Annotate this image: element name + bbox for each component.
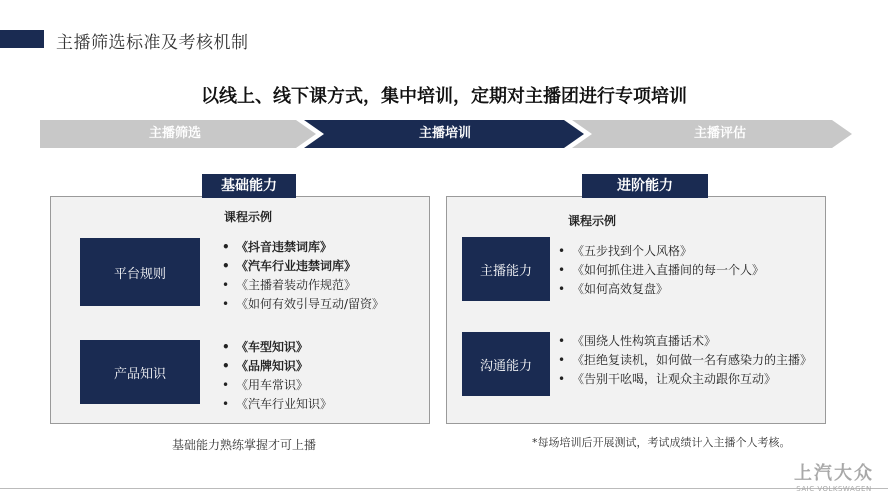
platform-rules-course-list [222,238,384,314]
list-item: • 《汽车行业违禁词库》 [222,259,357,273]
list-item: • 《围绕人性构筑直播话术》 [558,334,717,348]
list-item: • 《车型知识》 [222,340,309,354]
list-item: • 《主播着装动作规范》 [222,278,357,292]
list-item: • 《汽车行业知识》 [222,397,333,411]
headline: 以线上、线下课方式，集中培训，定期对主播团进行专项培训 [201,86,687,107]
list-item: • 《如何有效引导互动/留资》 [222,297,385,311]
process-step-screening: 主播筛选 [148,126,201,141]
brand-logo [788,464,880,494]
brand-name-cn: 上汽大众 [794,463,874,484]
list-item: • 《如何高效复盘》 [558,282,669,296]
category-platform-rules: 平台规则 [80,238,200,306]
list-item: • 《拒绝复读机，如何做一名有感染力的主播》 [558,353,813,367]
process-flow [40,120,852,148]
communication-ability-course-list [558,332,812,389]
footer-divider [0,488,888,489]
process-step-evaluation: 主播评估 [693,126,746,141]
category-anchor-ability: 主播能力 [462,237,550,301]
list-item: • 《告别干吆喝，让观众主动跟你互动》 [558,372,777,386]
list-item: • 《品牌知识》 [222,359,309,373]
list-item: • 《抖音违禁词库》 [222,240,333,254]
anchor-ability-course-list [558,242,764,299]
product-knowledge-course-list [222,338,332,414]
advanced-ability-note: *每场培训后开展测试，考试成绩计入主播个人考核。 [532,436,791,449]
list-item: • 《如何抓住进入直播间的每一个人》 [558,263,765,277]
course-examples-heading: 课程示例 [568,214,617,228]
list-item: • 《五步找到个人风格》 [558,244,693,258]
brand-name-en: SAIC VOLKSWAGEN [796,485,872,493]
basic-ability-note: 基础能力熟练掌握才可上播 [172,438,317,452]
category-product-knowledge: 产品知识 [80,340,200,404]
category-communication-ability: 沟通能力 [462,332,550,396]
list-item: • 《用车常识》 [222,378,309,392]
process-step-training: 主播培训 [418,126,471,141]
page-title: 主播筛选标准及考核机制 [56,33,249,53]
basic-ability-tag: 基础能力 [202,174,296,198]
course-examples-heading: 课程示例 [224,210,273,224]
advanced-ability-tag: 进阶能力 [582,174,708,198]
header-accent-bar [0,30,44,48]
